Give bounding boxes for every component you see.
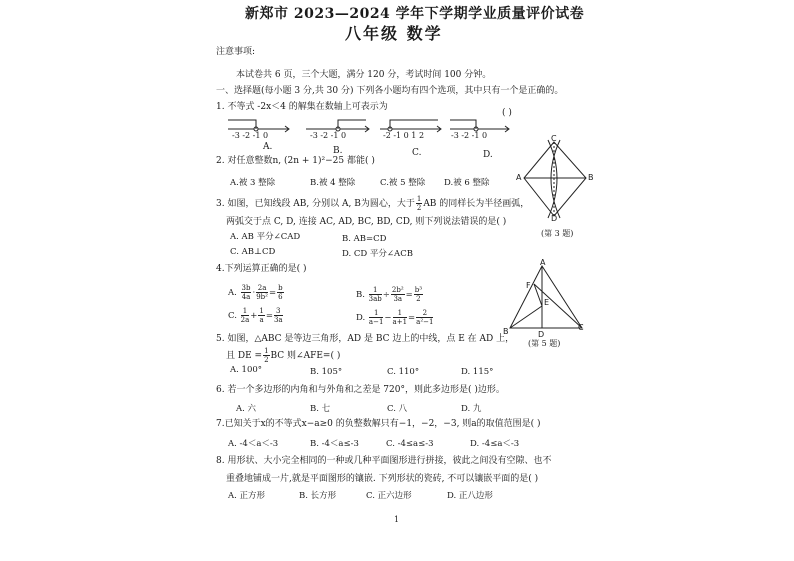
q3-label-b: B (588, 173, 594, 182)
q3-label-a: A (516, 173, 522, 182)
q1-label-d: D. (483, 150, 493, 160)
q5-stem-line1: 5. 如图，△ABC 是等边三角形，AD 是 BC 边上的中线，点 E 在 AD 上， (216, 334, 515, 344)
page-number: 1 (394, 515, 400, 524)
q1-axis-a: -3 -2 -1 0 (232, 131, 269, 140)
q5-label-f: F (526, 281, 531, 290)
q7-option-d: D. -4≤a＜-3 (470, 439, 520, 449)
q1-axis-b: -3 -2 -1 0 (310, 131, 347, 140)
q4-stem: 4.下列运算正确的是( ) (216, 264, 307, 274)
q3-label-d: D (551, 214, 558, 223)
q5-label-b: B (503, 327, 509, 336)
q3-option-d: D. CD 平分∠ACB (342, 249, 413, 259)
q1-answer-paren: ( ) (502, 108, 512, 118)
q8-option-d: D. 正八边形 (447, 491, 493, 501)
q7-option-a: A. -4＜a＜-3 (228, 439, 279, 449)
q5-option-a: A. 100° (230, 365, 263, 375)
q6-option-b: B. 七 (310, 404, 331, 414)
q3-stem-line1: 3. 如图，已知线段 AB, 分别以 A, B为圆心，大于 $\frac{1}{2}$ AB 的同样长为半径画弧， (216, 195, 530, 212)
q5-option-d: D. 115° (461, 367, 494, 377)
q2-option-c: C.被 5 整除 (380, 178, 426, 188)
q5-option-c: C. 110° (387, 367, 420, 377)
q2-option-b: B.被 4 整除 (310, 178, 356, 188)
q1-label-b: B. (333, 146, 343, 156)
q2-stem: 2. 对任意整数n, (2n + 1)²−25 都能( ) (216, 156, 375, 166)
q4-option-a: A. $\frac{3b}{4a}$ · $\frac{2a}{\text{9b²}}$ = $\frac{b}{6}$ (228, 284, 283, 301)
q1-label-c: C. (412, 148, 422, 158)
section-heading: 一、选择题(每小题 3 分,共 30 分) 下列各小题均有四个选项，其中只有一个是正确的。 (216, 86, 564, 96)
q5-label-d: D (538, 330, 545, 339)
q8-line2: 重叠地铺成一片,就是平面图形的镶嵌. 下列形状的瓷砖, 不可以镶嵌平面的是( ) (226, 474, 539, 484)
q8-option-c: C. 正六边形 (366, 491, 412, 501)
q5-label-a: A (540, 258, 546, 267)
q8-line1: 8. 用形状、大小完全相同的一种或几种平面图形进行拼接，彼此之间没有空隙、也不 (216, 456, 552, 466)
q1-label-a: A. (263, 142, 273, 152)
q3-option-b: B. AB=CD (342, 234, 387, 244)
exam-title: 新郑市 2023—2024 学年下学期学业质量评价试卷 (245, 6, 585, 22)
notice-heading: 注意事项: (216, 47, 256, 57)
q5-option-b: B. 105° (310, 367, 343, 377)
q7-option-c: C. -4≤a≤-3 (386, 439, 434, 449)
q5-label-e: E (544, 298, 550, 307)
q3-option-a: A. AB 平分∠CAD (230, 232, 301, 242)
q1-axis-c: -2 -1 0 1 2 (383, 131, 425, 140)
notice-body: 本试卷共 6 页，三个大题，满分 120 分，考试时间 100 分钟。 (236, 70, 492, 80)
q3-label-c: C (551, 134, 557, 143)
q6-option-d: D. 九 (461, 404, 482, 414)
q3-stem-line2: 两弧交于点 C, D, 连接 AC, AD, BC, BD, CD, 则下列说法错误的是( ) (226, 217, 507, 227)
q6-stem: 6. 若一个多边形的内角和与外角和之差是 720°，则此多边形是( )边形。 (216, 385, 505, 395)
q3-option-c: C. AB⊥CD (230, 247, 276, 257)
q5-stem-line2: 且 DE = $\frac{1}{2}$ BC 则∠AFE=( ) (226, 347, 341, 364)
q1-axis-d: -3 -2 -1 0 (451, 131, 488, 140)
q8-option-b: B. 长方形 (299, 491, 337, 501)
q2-option-d: D.被 6 整除 (444, 178, 490, 188)
q6-option-c: C. 八 (387, 404, 408, 414)
q3-caption: (第 3 题) (541, 229, 574, 238)
q5-label-c: C (578, 323, 584, 332)
q4-option-d: D. $\frac{1}{a-1}$ − $\frac{1}{a+1}$ = $\frac{2}{\text{a²−1}}$ (356, 309, 434, 326)
q7-stem: 7.已知关于x的不等式x−a≥0 的负整数解只有−1，−2，−3, 则a的取值范围是( ) (216, 419, 541, 429)
q2-option-a: A.被 3 整除 (230, 178, 276, 188)
q7-option-b: B. -4＜a≤-3 (310, 439, 359, 449)
q5-caption: (第 5 题) (528, 339, 561, 348)
exam-subtitle: 八年级 数学 (345, 24, 443, 43)
q8-option-a: A. 正方形 (228, 491, 266, 501)
q1-stem: 1. 不等式 -2x＜4 的解集在数轴上可表示为 (216, 102, 388, 112)
q4-option-c: C. $\frac{1}{2a}$ + $\frac{1}{a}$ = $\frac{3}{3a}$ (228, 307, 283, 324)
q6-option-a: A. 六 (236, 404, 257, 414)
q4-option-b: B. $\frac{1}{3ab}$ ÷ $\frac{\text{2b²}}{3a}$ = $\frac{\text{b³}}{2}$ (356, 286, 423, 303)
